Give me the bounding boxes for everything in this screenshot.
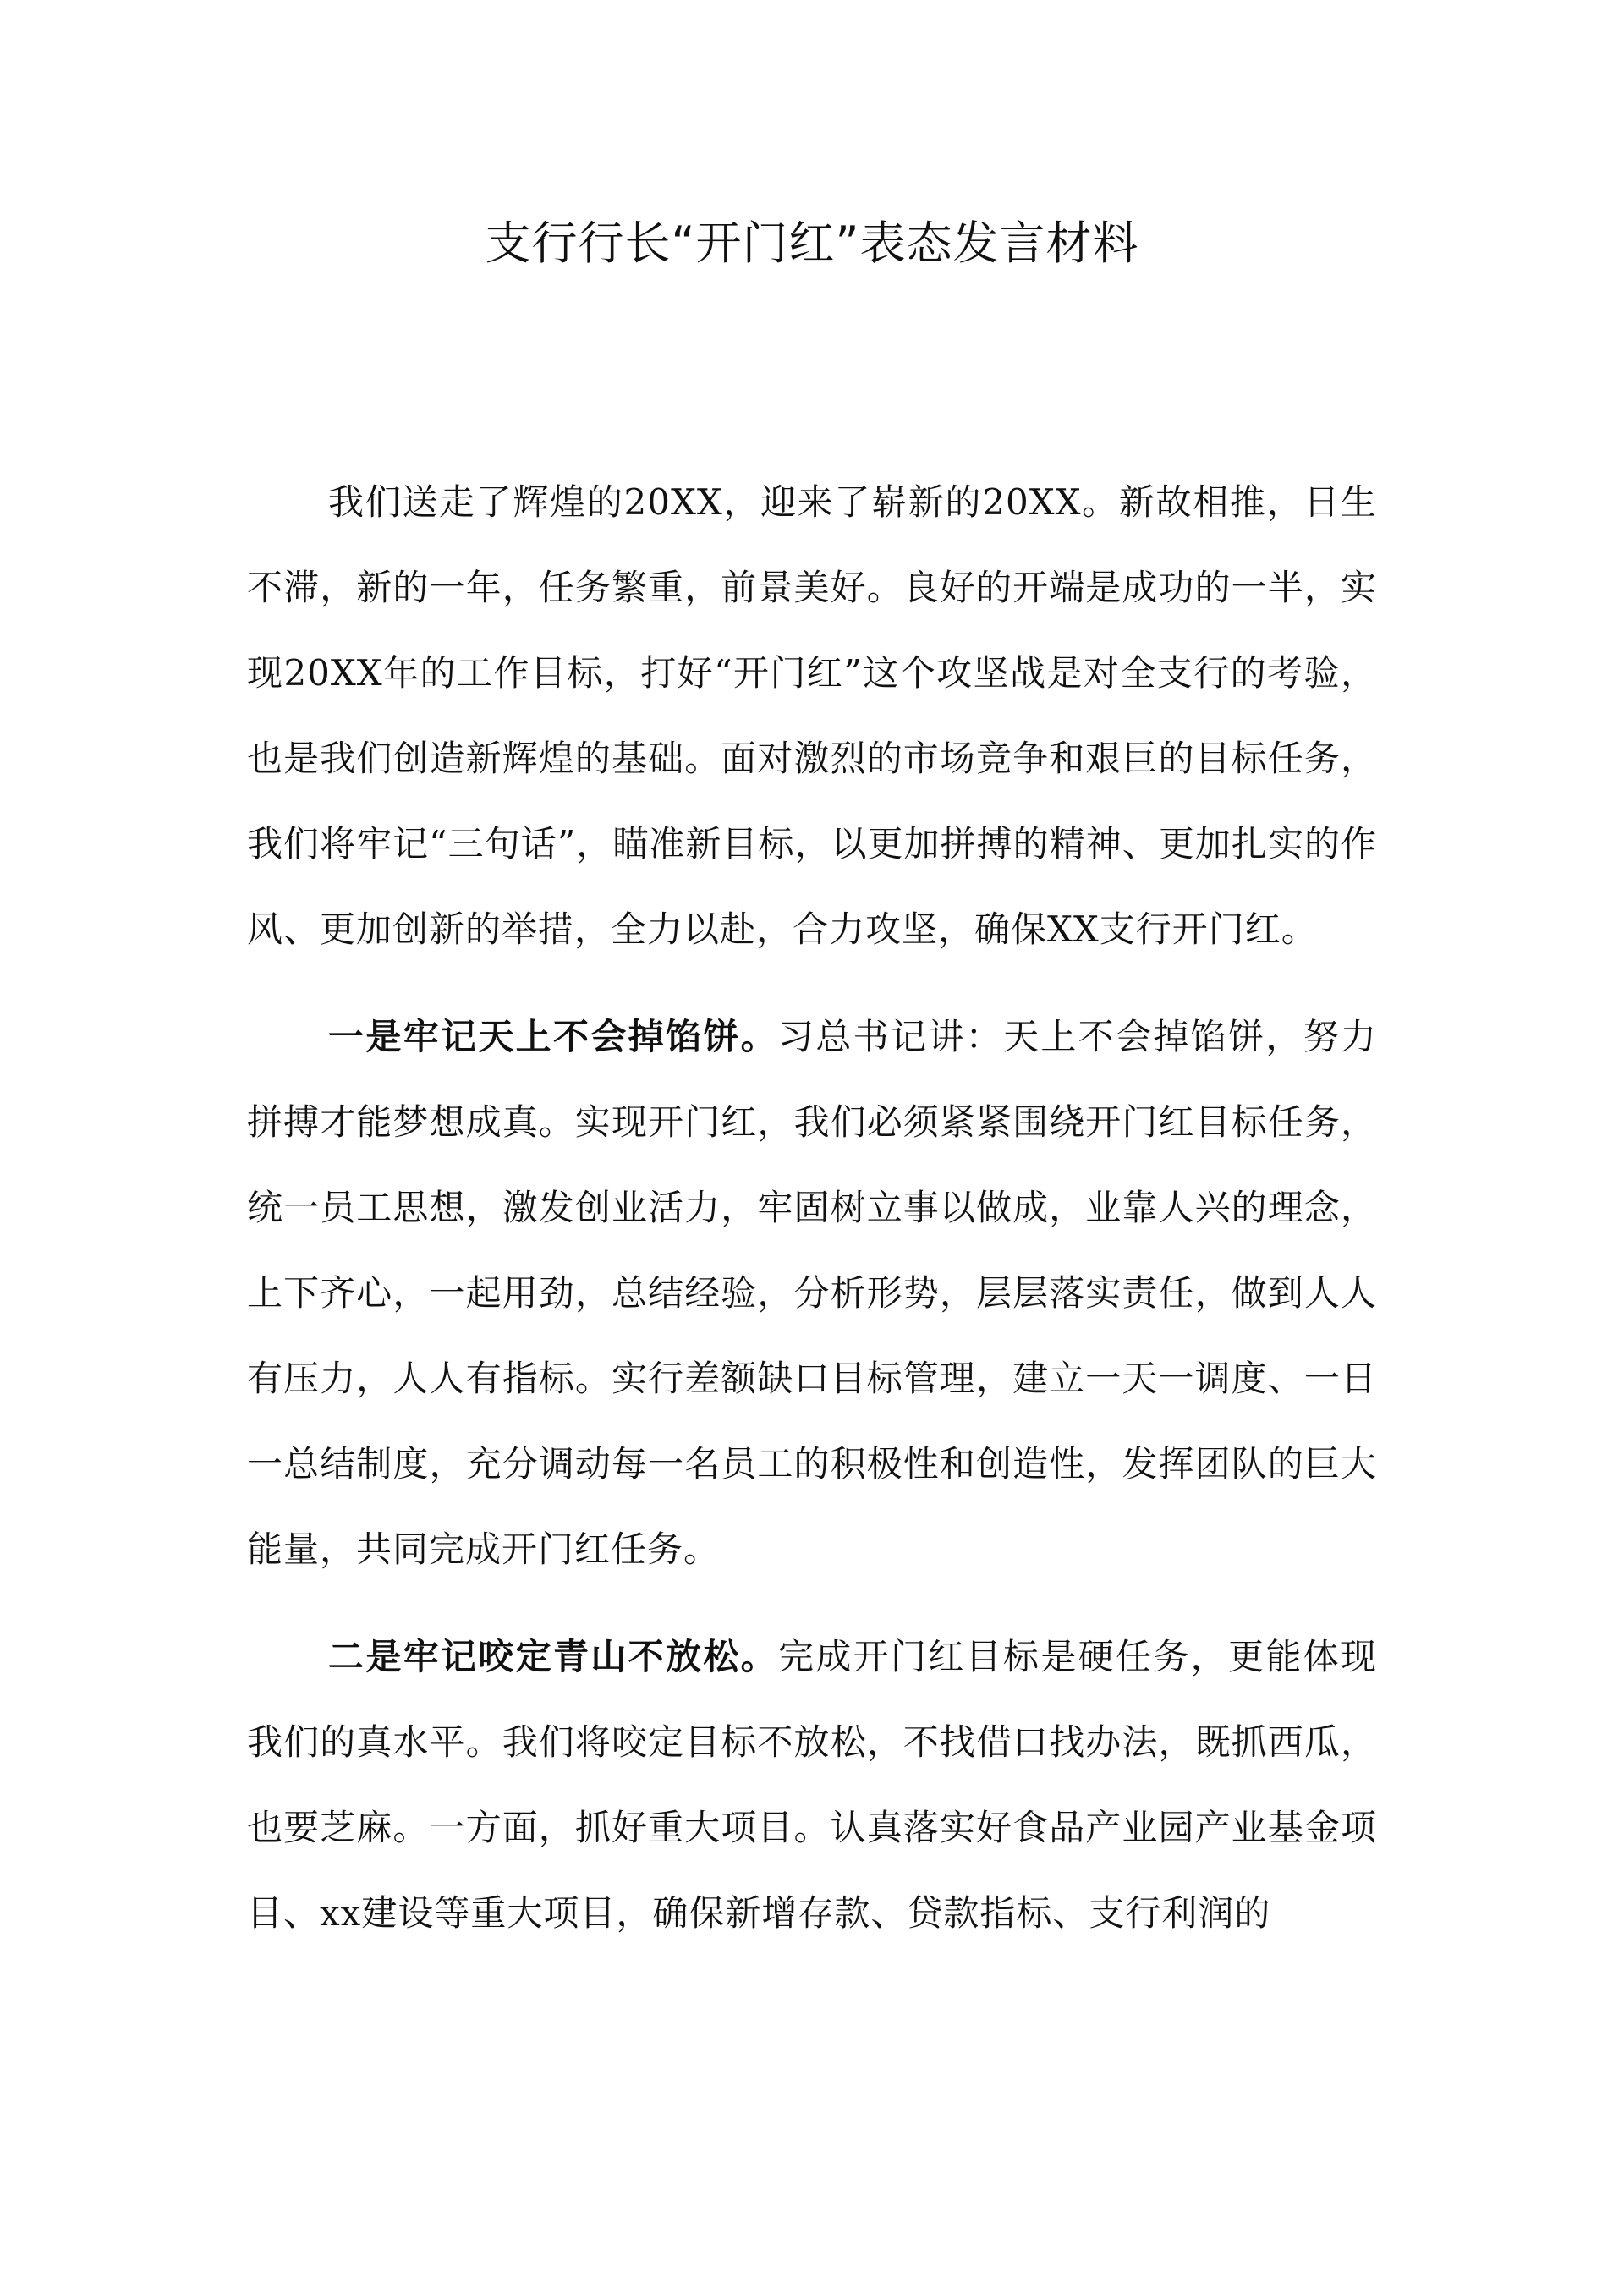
paragraph-text: 习总书记讲：天上不会掉馅饼，努力拼搏才能梦想成真。实现开门红，我们必须紧紧围绕开门红目标任务，统一员工思想，激发创业活力，牢固树立事以做成，业靠人兴的理念，上下齐心，一起用劲，总结经验，分析形势，层层落实责任，做到人人有压力，人人有指标。实行差额缺口目标管理，建立一天一调度、一日一总结制度，充分调动每一名员工的积极性和创造性，发挥团队的巨大能量，共同完成开门红任务。 xyxy=(247,1016,1377,1570)
paragraph-lead: 二是牢记咬定青山不放松。 xyxy=(328,1636,778,1677)
paragraph-point-two xyxy=(247,1614,1377,1956)
paragraph-text: 我们送走了辉煌的20XX，迎来了崭新的20XX。新故相推，日生不滞，新的一年，任务繁重，前景美好。良好的开端是成功的一半，实现20XX年的工作目标，打好“开门红”这个攻坚战是对全支行的考验，也是我们创造新辉煌的基础。面对激烈的市场竞争和艰巨的目标任务，我们将牢记“三句话”，瞄准新目标，以更加拼搏的精神、更加扎实的作风、更加创新的举措，全力以赴，合力攻坚，确保XX支行开门红。 xyxy=(247,481,1377,950)
paragraph-text: 完成开门红目标是硬任务，更能体现我们的真水平。我们将咬定目标不放松，不找借口找办法，既抓西瓜，也要芝麻。一方面，抓好重大项目。认真落实好食品产业园产业基金项目、xx建设等重大项目，确保新增存款、贷款指标、支行利润的 xyxy=(247,1636,1377,1934)
paragraph-intro xyxy=(247,459,1377,972)
document-title: 支行行长“开门红”表态发言材料 xyxy=(485,217,1139,270)
document-body xyxy=(247,459,1377,1956)
paragraph-lead: 一是牢记天上不会掉馅饼。 xyxy=(328,1016,778,1057)
paragraph-point-one xyxy=(247,994,1377,1592)
